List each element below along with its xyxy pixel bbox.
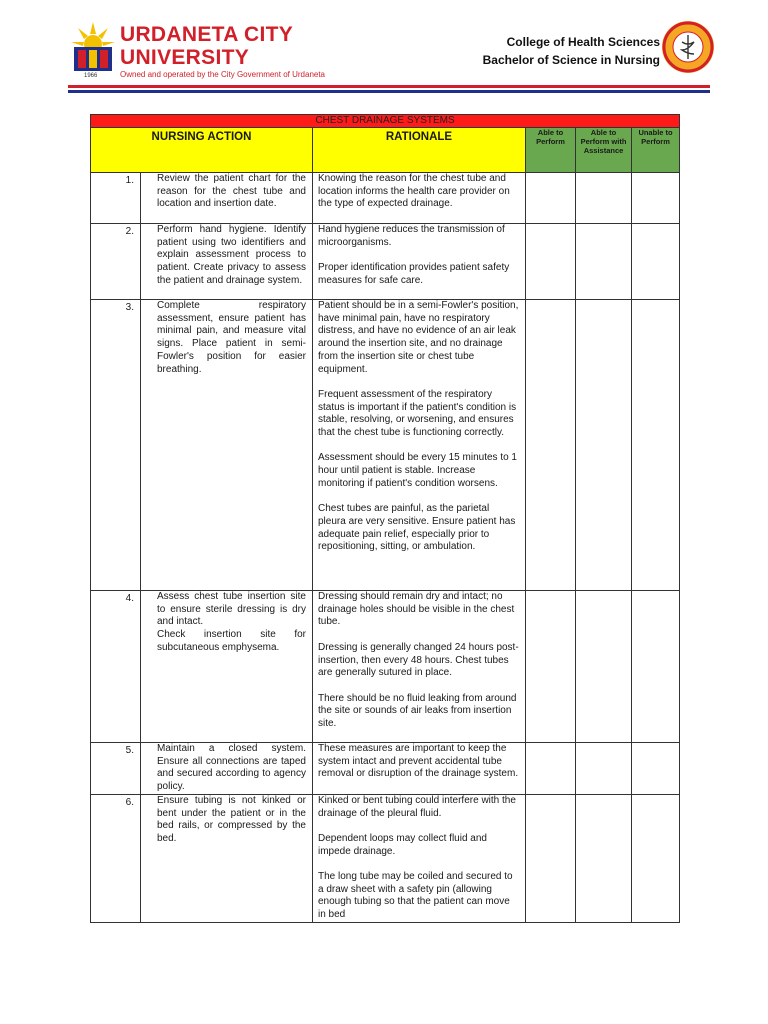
nursing-action — [141, 224, 313, 300]
table-title: CHEST DRAINAGE SYSTEMS — [91, 115, 680, 128]
rationale-text: Chest tubes are painful, as the parietal pleura are very sensitive. Ensure patient has adequate pain relief, especially prior to repositioning, sitting, or ambulation. — [318, 503, 516, 553]
rating-able-cell[interactable] — [526, 743, 576, 795]
table-row — [91, 224, 680, 300]
rating-unable-cell[interactable] — [632, 794, 680, 922]
action-text: Complete respiratory assessment, ensure patient has minimal pain, and measure vital signs. Place patient in semi-Fowler's position for easier breathing. — [157, 300, 306, 375]
rating-unable-cell[interactable] — [632, 743, 680, 795]
nursing-action — [141, 173, 313, 224]
rationale — [313, 173, 526, 224]
rationale — [313, 794, 526, 922]
rating-unable-cell[interactable] — [632, 300, 680, 591]
step-number: 5. — [91, 743, 141, 795]
rationale — [313, 224, 526, 300]
rating-unable-cell[interactable] — [632, 173, 680, 224]
chest-drainage-checklist — [90, 114, 680, 923]
nursing-action — [141, 794, 313, 922]
rating-able-cell[interactable] — [526, 300, 576, 591]
rating-assist-cell[interactable] — [576, 591, 632, 743]
rating-able-cell[interactable] — [526, 591, 576, 743]
rationale — [313, 300, 526, 591]
action-text: Ensure tubing is not kinked or bent under the patient or in the bed rails, or compressed by the bed. — [157, 794, 306, 844]
rating-unable-cell[interactable] — [632, 591, 680, 743]
header-rule-blue — [68, 90, 710, 93]
step-number: 2. — [91, 224, 141, 300]
rating-assist-cell[interactable] — [576, 794, 632, 922]
university-logo-icon — [68, 20, 118, 76]
table-row — [91, 300, 680, 591]
rationale-text: Hand hygiene reduces the transmission of microorganisms. — [318, 224, 505, 248]
rationale-text: These measures are important to keep the system intact and prevent accidental tube removal or disruption of the drainage system. — [318, 743, 519, 780]
nursing-action — [141, 591, 313, 743]
rationale-text: The long tube may be coiled and secured to a draw sheet with a safety pin (allowing enough tubing so that the patient can move in bed — [318, 871, 513, 921]
action-text: Perform hand hygiene. Identify patient using two identifiers and explain assessment process to patient. Create privacy to assess the patient and drainage system. — [157, 224, 306, 286]
rating-assist-cell[interactable] — [576, 743, 632, 795]
table-row — [91, 743, 680, 795]
rationale-text: Dressing is generally changed 24 hours post-insertion, then every 48 hours. Chest tubes are generally sutured in place. — [318, 641, 519, 679]
rationale — [313, 743, 526, 795]
table-row — [91, 173, 680, 224]
column-header-assist: Able to Perform with Assistance — [576, 128, 632, 173]
column-header-rationale: RATIONALE — [313, 128, 526, 173]
action-text: Review the patient chart for the reason for the chest tube and location and insertion date. — [157, 173, 306, 210]
rationale-text: Proper identification provides patient safety measures for safe care. — [318, 262, 510, 286]
rationale-text: Frequent assessment of the respiratory status is important if the patient's condition is stable, resolving, or worsening, and ensures that the chest tube is functioning correctly. — [318, 388, 517, 439]
column-header-unable: Unable to Perform — [632, 128, 680, 173]
header-rule-red — [68, 85, 710, 88]
column-header-able: Able to Perform — [526, 128, 576, 173]
rationale-text: Assessment should be every 15 minutes to 1 hour until patient is stable. Increase monitoring if patient's condition worsens. — [318, 452, 517, 489]
action-text: Maintain a closed system. Ensure all connections are taped and secured according to agency policy. — [157, 743, 306, 793]
rationale-text: Knowing the reason for the chest tube and location informs the health care provider on the type of expected drainage. — [318, 173, 510, 210]
nursing-action — [141, 743, 313, 795]
step-number: 1. — [91, 173, 141, 224]
college-name: College of Health Sciences — [506, 35, 660, 49]
university-tagline: Owned and operated by the City Government of Urdaneta — [120, 70, 326, 79]
rating-assist-cell[interactable] — [576, 173, 632, 224]
rationale-text: Kinked or bent tubing could interfere with the drainage of the pleural fluid. — [318, 794, 516, 819]
rationale-text: Dressing should remain dry and intact; no drainage holes should be visible in the chest tube. — [318, 591, 515, 628]
rating-able-cell[interactable] — [526, 224, 576, 300]
rationale-text: There should be no fluid leaking from around the site or sounds of air leaks from insertion site. — [318, 692, 517, 729]
rating-unable-cell[interactable] — [632, 224, 680, 300]
rating-assist-cell[interactable] — [576, 300, 632, 591]
action-text: Assess chest tube insertion site to ensure sterile dressing is dry and intact. — [157, 591, 306, 628]
step-number: 4. — [91, 591, 141, 743]
rating-assist-cell[interactable] — [576, 224, 632, 300]
document-header — [0, 0, 768, 96]
rationale — [313, 591, 526, 743]
table-row — [91, 794, 680, 922]
rationale-text: Dependent loops may collect fluid and impede drainage. — [318, 832, 487, 857]
university-name-line2: UNIVERSITY — [120, 46, 250, 69]
program-name: Bachelor of Science in Nursing — [482, 53, 660, 67]
rationale-text: Patient should be in a semi-Fowler's position, have minimal pain, have no respiratory distress, and have no evidence of an air leak around the insertion site, and no drainage from the insertion site or chest tube equipment. — [318, 300, 519, 375]
step-number: 3. — [91, 300, 141, 591]
university-name-line1: URDANETA CITY — [120, 23, 294, 46]
nursing-action — [141, 300, 313, 591]
rating-able-cell[interactable] — [526, 794, 576, 922]
founded-year: 1966 — [84, 73, 98, 79]
table-row — [91, 591, 680, 743]
college-seal-icon — [661, 20, 715, 74]
action-text: Check insertion site for subcutaneous emphysema. — [157, 629, 306, 653]
step-number: 6. — [91, 794, 141, 922]
column-header-action: NURSING ACTION — [91, 128, 313, 173]
rating-able-cell[interactable] — [526, 173, 576, 224]
